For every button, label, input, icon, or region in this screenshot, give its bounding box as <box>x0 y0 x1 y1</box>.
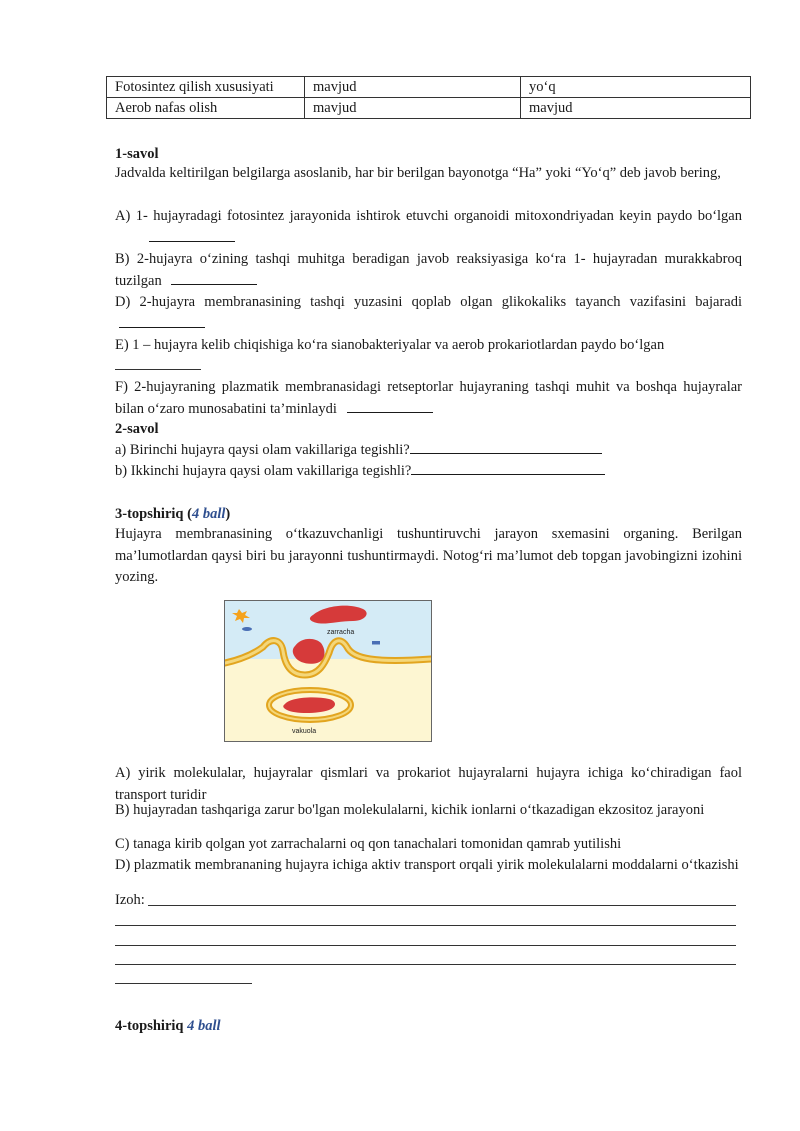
q1-statement-b <box>115 249 742 292</box>
statement-text: A) 1- hujayradagi fotosintez jarayonida ishtirok etuvchi organoidi mitoxondriyadan keyin paydo bo‘lgan <box>115 208 742 224</box>
q1-statement-d <box>115 292 742 335</box>
statement-text: D) 2-hujayra membranasining tashqi yuzasini qoplab olgan glikokaliks tayanch vazifasini bajaradi <box>115 294 742 310</box>
small-molecule-icon <box>372 641 380 645</box>
answer-blank[interactable] <box>115 369 201 370</box>
t3-body: Hujayra membranasining o‘tkazuvchanligi tushuntiruvchi jarayon sxemasini organing. Berilgan ma’lumotlardan qaysi biri bu jarayonni tushuntirmaydi. Notog‘ri ma’lumot deb topgan javobingizni izohini yozing. <box>115 526 742 585</box>
diagram-svg <box>225 601 431 741</box>
izoh-answer-line[interactable] <box>115 945 736 946</box>
comparison-table <box>106 76 751 119</box>
t3-option-c: C) tanaga kirib qolgan yot zarrachalarni oq qon tanachalari tomonidan qamrab yutilishi <box>115 836 622 852</box>
t3-points: 4 ball <box>191 506 226 522</box>
t3-title: 3-topshiriq <box>115 506 184 522</box>
answer-blank[interactable] <box>171 272 257 285</box>
answer-blank[interactable] <box>410 441 602 454</box>
q2-title: 2-savol <box>115 421 159 437</box>
t4-points: 4 ball <box>187 1018 221 1034</box>
t4-title: 4-topshiriq <box>115 1018 184 1034</box>
table-row <box>107 77 751 98</box>
q1-statement-e <box>115 335 742 357</box>
question-text: a) Birinchi hujayra qaysi olam vakillariga tegishli? <box>115 442 410 458</box>
table-cell: mavjud <box>305 98 521 119</box>
t3-option-a: A) yirik molekulalar, hujayralar qismlari va prokariot hujayralarni hujayra ichiga ko‘chiradigan faol transport turidir <box>115 765 742 803</box>
answer-blank[interactable] <box>411 462 605 475</box>
q1-title: 1-savol <box>115 146 159 162</box>
q1-statement-f <box>115 377 742 420</box>
statement-text: B) 2-hujayra o‘zining tashqi muhitga beradigan javob reaksiyasiga ko‘ra 1- hujayradan murakkabroq tuzilgan <box>115 251 742 289</box>
izoh-answer-line[interactable] <box>115 925 736 926</box>
paren-close: ) <box>225 506 231 522</box>
q2-item-a <box>115 440 742 462</box>
paren-open: ( <box>183 506 192 522</box>
phagocytosis-diagram <box>224 600 432 742</box>
table-cell: Aerob nafas olish <box>107 98 305 119</box>
label-vakuola: vakuola <box>292 728 317 735</box>
t4-heading <box>115 1016 742 1038</box>
question-text: b) Ikkinchi hujayra qaysi olam vakillariga tegishli? <box>115 463 412 479</box>
izoh-answer-line[interactable] <box>115 983 252 984</box>
t3-option-d: D) plazmatik membrananing hujayra ichiga aktiv transport orqali yirik molekulalarni moddalarni o‘tkazishi <box>115 857 739 873</box>
answer-blank[interactable] <box>119 315 205 328</box>
small-molecule-icon <box>242 627 252 631</box>
label-zarracha: zarracha <box>327 629 355 636</box>
q2-item-b <box>115 461 742 483</box>
table-cell: Fotosintez qilish xususiyati <box>107 77 305 98</box>
q1-intro: Jadvalda keltirilgan belgilarga asoslanib, har bir berilgan bayonotga “Ha” yoki “Yo‘q” deb javob bering, <box>115 165 721 181</box>
answer-blank[interactable] <box>347 400 433 413</box>
izoh-answer-line[interactable] <box>115 964 736 965</box>
table-cell: mavjud <box>521 98 751 119</box>
izoh-label: Izoh: <box>115 892 145 908</box>
t3-heading <box>115 504 742 526</box>
answer-blank[interactable] <box>149 229 235 242</box>
table-cell: yo‘q <box>521 77 751 98</box>
statement-text: E) 1 – hujayra kelib chiqishiga ko‘ra sianobakteriyalar va aerob prokariotlardan paydo bo‘lgan <box>115 337 665 353</box>
t3-option-b: B) hujayradan tashqariga zarur bo'lgan molekulalarni, kichik ionlarni o‘tkazadigan ekzositoz jarayoni <box>115 802 705 818</box>
statement-text: F) 2-hujayraning plazmatik membranasidagi retseptorlar hujayraning tashqi muhit va boshqa hujayralar bilan o‘zaro munosabatini ta’minlaydi <box>115 379 742 417</box>
q1-statement-a <box>115 206 742 249</box>
izoh-answer-line[interactable] <box>148 905 736 906</box>
table-row <box>107 98 751 119</box>
table-cell: mavjud <box>305 77 521 98</box>
